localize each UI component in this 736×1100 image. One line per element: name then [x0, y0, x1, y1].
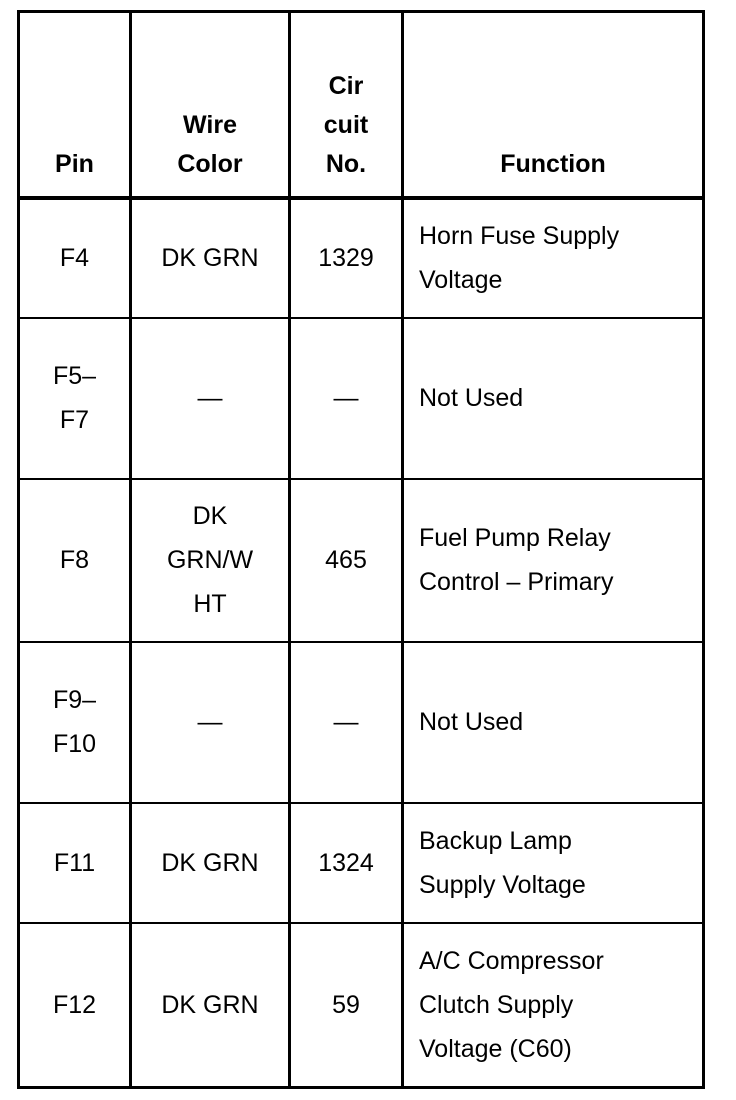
table-row: [19, 923, 704, 1088]
table-row: [19, 318, 704, 479]
circuit-no-cell: 1324: [290, 803, 403, 923]
wire-color-cell: DK GRN: [131, 198, 290, 318]
pin-cell: F5– F7: [19, 318, 131, 479]
table-row: [19, 803, 704, 923]
wire-color-cell: —: [131, 318, 290, 479]
table-header-row: [19, 12, 704, 198]
pin-cell: F8: [19, 479, 131, 642]
wire-color-cell: DK GRN: [131, 923, 290, 1088]
wire-color-cell: —: [131, 642, 290, 803]
pin-cell: F11: [19, 803, 131, 923]
circuit-no-cell: 59: [290, 923, 403, 1088]
function-cell: Backup Lamp Supply Voltage: [403, 803, 704, 923]
function-cell: Fuel Pump Relay Control – Primary: [403, 479, 704, 642]
header-circuit-no: Cir cuit No.: [290, 12, 403, 198]
table-row: [19, 479, 704, 642]
header-wire-color: Wire Color: [131, 12, 290, 198]
pin-cell: F12: [19, 923, 131, 1088]
function-cell: Not Used: [403, 642, 704, 803]
header-function: Function: [403, 12, 704, 198]
circuit-no-cell: 1329: [290, 198, 403, 318]
function-cell: Not Used: [403, 318, 704, 479]
wire-color-cell: DK GRN: [131, 803, 290, 923]
circuit-no-cell: —: [290, 642, 403, 803]
header-pin: Pin: [19, 12, 131, 198]
circuit-no-cell: —: [290, 318, 403, 479]
function-cell: A/C Compressor Clutch Supply Voltage (C60): [403, 923, 704, 1088]
pin-cell: F4: [19, 198, 131, 318]
table-row: [19, 198, 704, 318]
circuit-no-cell: 465: [290, 479, 403, 642]
connector-pinout-table: [17, 10, 705, 1089]
pin-cell: F9– F10: [19, 642, 131, 803]
table-row: [19, 642, 704, 803]
wire-color-cell: DK GRN/W HT: [131, 479, 290, 642]
function-cell: Horn Fuse Supply Voltage: [403, 198, 704, 318]
